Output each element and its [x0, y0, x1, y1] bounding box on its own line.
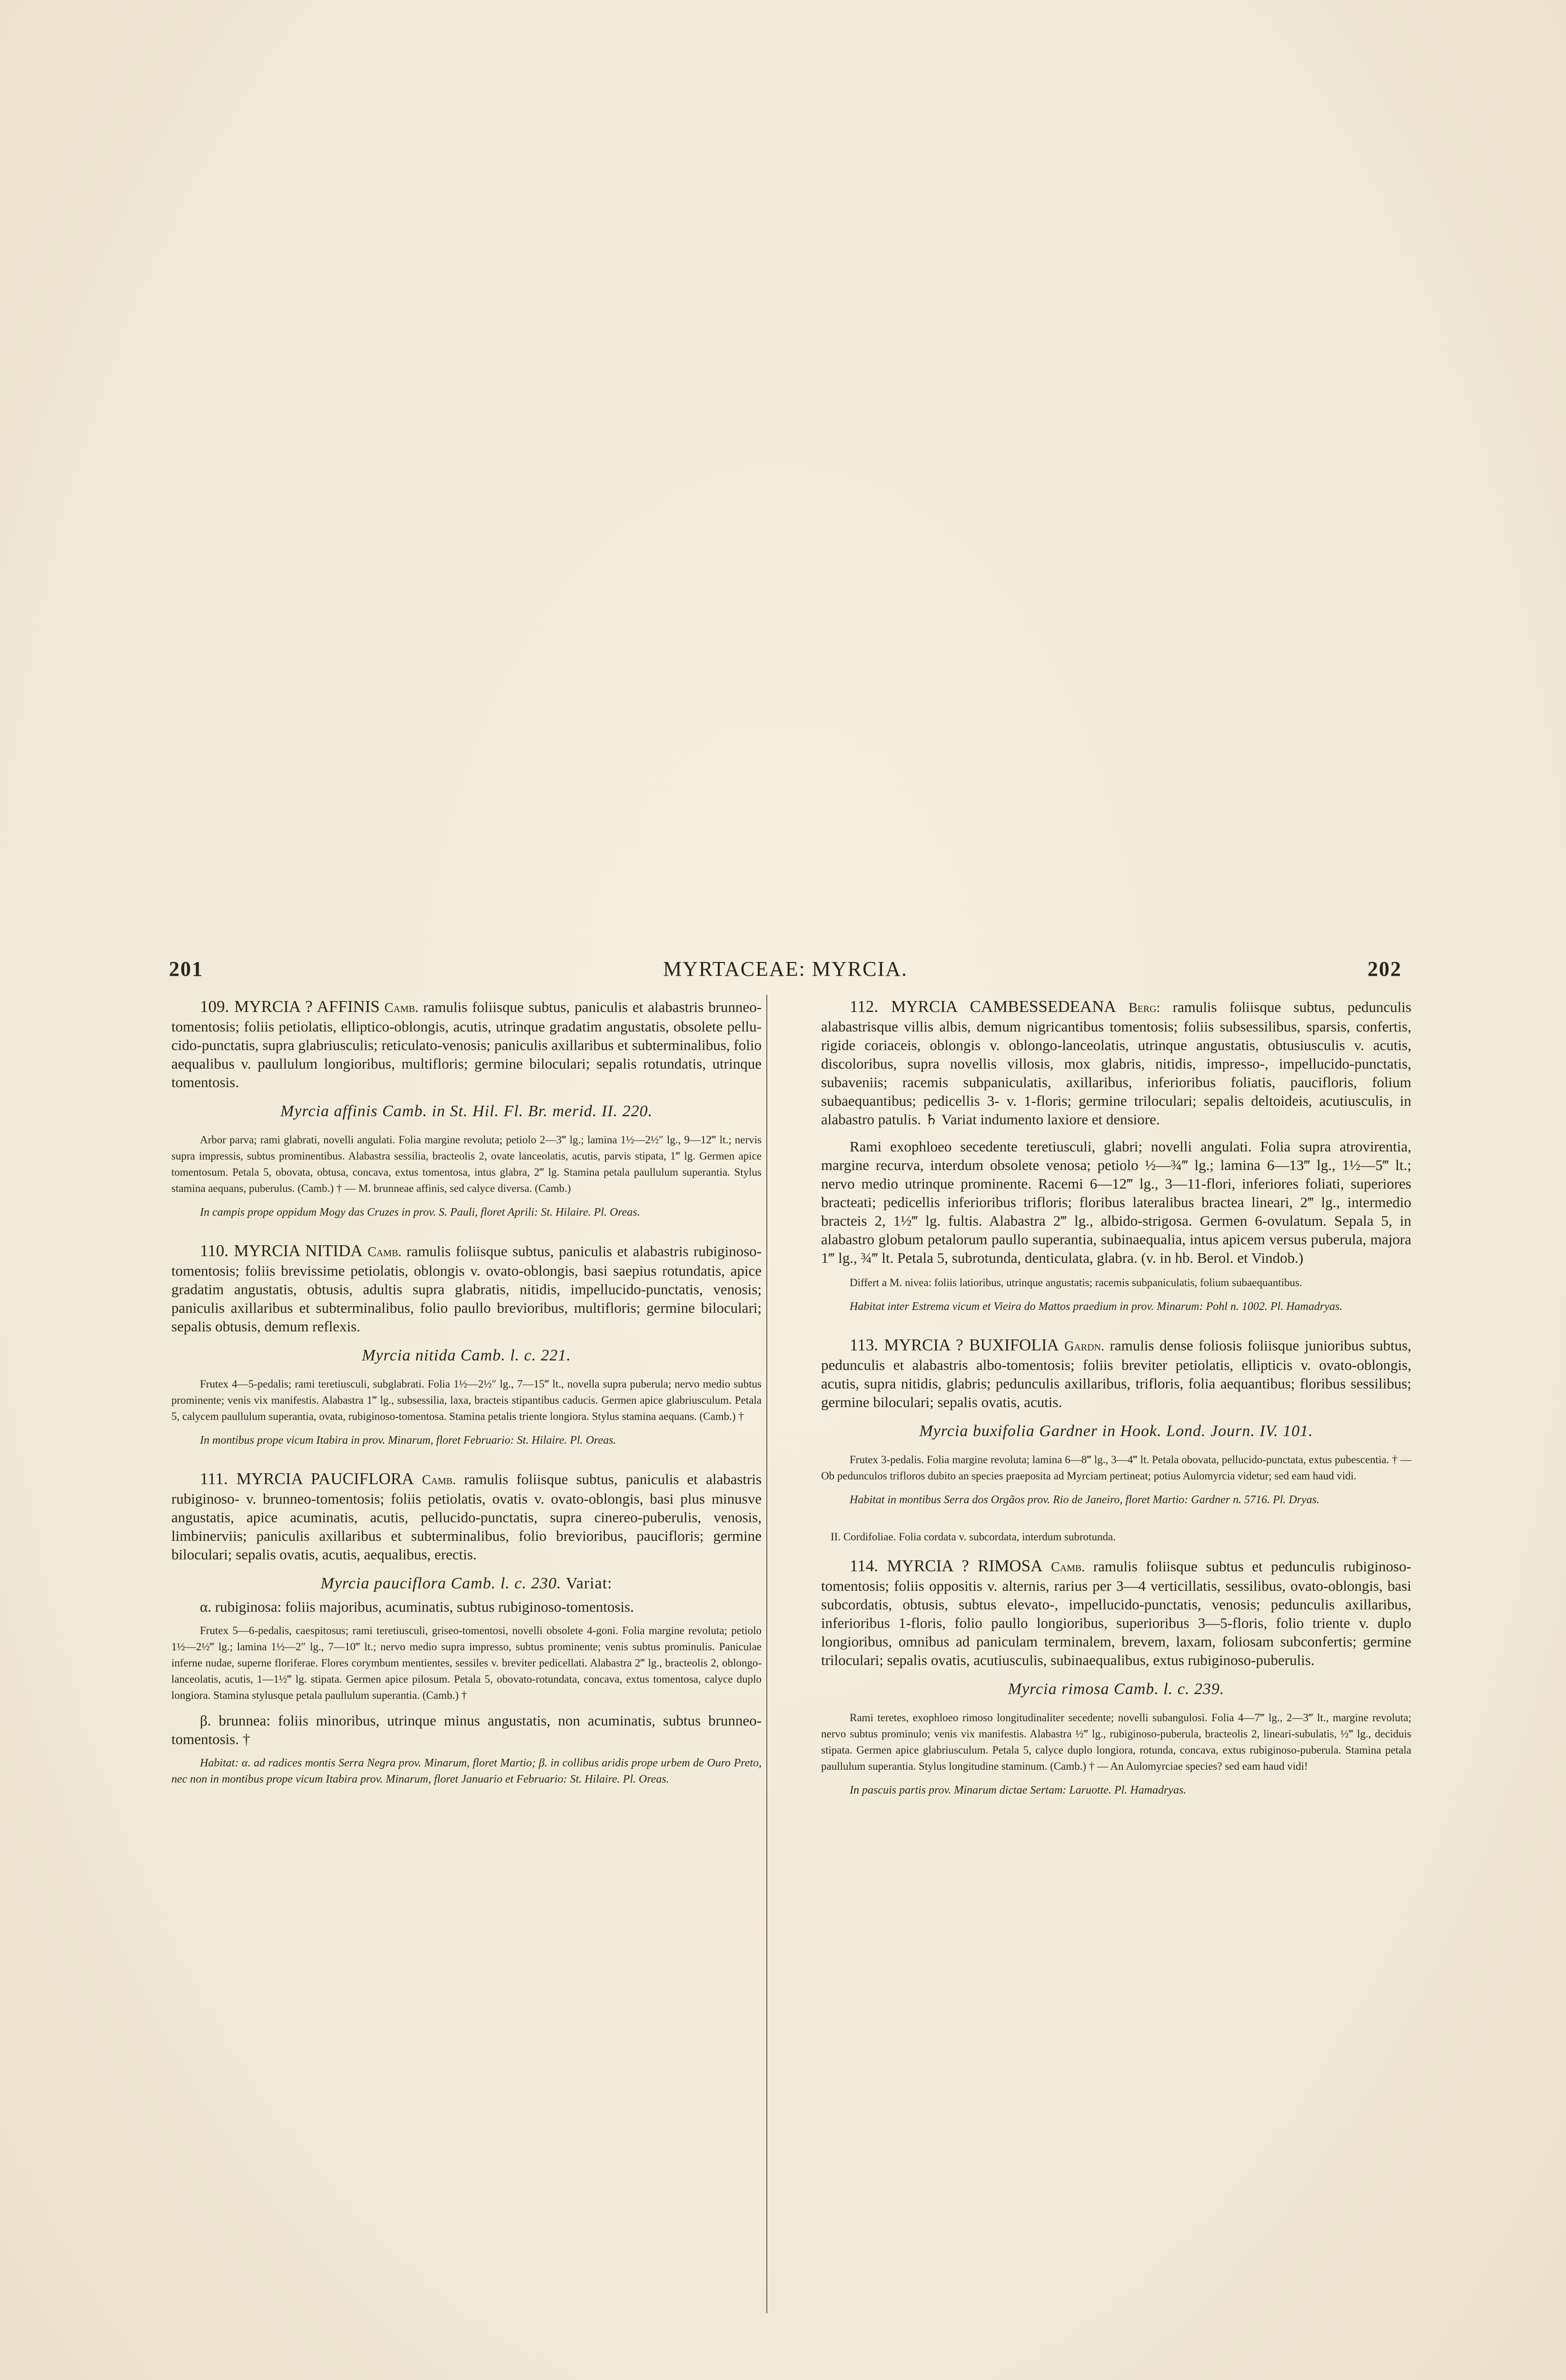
citation-text: Myrcia pauciflora Camb. l. c. 230.	[320, 1575, 562, 1592]
species-author: Camb.	[367, 1245, 402, 1259]
species-entry-112	[821, 997, 1411, 1315]
species-author: Camb.	[384, 1001, 419, 1015]
species-citation	[171, 1574, 762, 1593]
species-citation: Myrcia rimosa Camb. l. c. 239.	[1008, 1680, 1225, 1698]
species-heading: 110. MYRCIA NITIDA	[200, 1241, 363, 1260]
species-heading: 111. MYRCIA PAUCIFLORA	[200, 1469, 414, 1488]
species-details: Frutex 4—5-pedalis; rami teretiusculi, subglabrati. Folia 1½—2½″ lg., 7—15‴ lt., novella supra puberula; nervo medio subtus prominente; venis vix manifestis. Alabastra 1‴ lg., subsessilia, laxa, bracteis stipantibus caducis. Germen apice glabriusculum. Petala 5, calycem paullulum superantia, ovata, rubiginoso-tomentosa. Stamina petalis triente longiora. Stylus stamina aequans. (Camb.) †	[171, 1378, 762, 1422]
species-diagnosis: ramulis foliisque subtus, paniculis et alabastris brunneo-tomentosis; foliis petiolatis, elliptico-oblongis, acutis, utrinque gradatim angustatis, obsolete pellucido-punctatis, supra glabriusculis; reticulato-venosis; paniculis axillaribus et subterminalibus, folio aequalibus v. paullulum longioribus, multifloris; germine biloculari; sepalis rotundatis, utrinque tomentosis.	[171, 999, 762, 1091]
species-habitat: Habitat inter Estrema vicum et Vieira do Mattos praedium in prov. Minarum: Pohl n. 1002. Pl. Hamadryas.	[850, 1300, 1343, 1313]
page-number-left: 201	[169, 957, 203, 981]
species-note: Differt a M. nivea: foliis latioribus, utrinque angustatis; racemis subpaniculatis, folium subaequantibus.	[850, 1277, 1302, 1289]
species-description	[821, 997, 1411, 1129]
species-heading: 113. MYRCIA ? BUXIFOLIA	[850, 1336, 1059, 1354]
species-diagnosis: ramulis dense foliosis foliisque junioribus subtus, pedunculis et alabastris albo-tomentosis; foliis breviter petiolatis, ellipticis v. ovato-oblongis, acutis, supra nitidis, glabris; pedunculis axillaribus, trifloris, folia aequantibus; floribus sessilibus; germine biloculari; sepalis ovatis, acutis.	[821, 1337, 1412, 1410]
species-entry-111	[171, 1469, 762, 1787]
variety-alpha: α. rubiginosa: foliis majoribus, acuminatis, subtus rubiginoso-tomentosis.	[200, 1598, 634, 1615]
species-diagnosis: ramulis foliisque subtus, paniculis et alabastris rubiginoso-tomentosis; foliis brevissime petiolatis, oblongis v. ovato-oblongis, basi saepius rotundatis, apice gradatim angustatis, obtusis, adultis supra glabratis, nitidis, impellucido-punctatis, venosis; paniculis axillaribus et subterminalibus, folio paullo brevioribus, multifloris; germine biloculari; sepalis obtusis, demum reflexis.	[171, 1243, 762, 1335]
species-citation: Myrcia affinis Camb. in St. Hil. Fl. Br. merid. II. 220.	[280, 1102, 653, 1120]
species-details: Frutex 5—6-pedalis, caespitosus; rami teretiusculi, griseo-tomentosi, novelli obsolete 4-goni. Folia margine revoluta; petiolo 1½—2½‴ lg.; lamina 1½—2″ lg., 7—10‴ lt.; nervo medio supra impresso, subtus prominente; venis subtus prominulis. Paniculae inferne nudae, superne floriferae. Flores corymbum mentientes, sessiles v. breviter pedicellati. Alabastra 2‴ lg., bracteolis 2, oblongo-lanceolatis, acutis, 1—1½‴ lg. stipata. Germen apice pilosum. Petala 5, obovato-rotundata, concava, extus tomentosa, calyce duplo longiora. Stamina stylusque petala paullulum superantia. (Camb.) †	[171, 1625, 762, 1701]
column-divider	[766, 995, 767, 2313]
species-entry-109	[171, 997, 762, 1220]
species-author: Camb.	[1051, 1560, 1085, 1575]
species-description	[821, 1557, 1411, 1669]
species-description	[171, 997, 762, 1091]
variat-label: Variat:	[565, 1575, 613, 1592]
variety-beta: β. brunnea: foliis minoribus, utrinque minus angustatis, non acuminatis, subtus brunneo-tomentosis. †	[171, 1712, 762, 1747]
species-citation: Myrcia buxifolia Gardner in Hook. Lond. Journ. IV. 101.	[919, 1422, 1313, 1440]
species-citation: Myrcia nitida Camb. l. c. 221.	[362, 1347, 571, 1364]
species-habitat: In montibus prope vicum Itabira in prov. Minarum, floret Februario: St. Hilaire. Pl. Oreas.	[200, 1434, 616, 1447]
species-heading: 109. MYRCIA ? AFFINIS	[200, 997, 380, 1016]
species-diagnosis: ramulis foliisque subtus, pedunculis alabastrisque villis albis, demum nigricantibus tomentosis; foliis subsessilibus, sparsis, confertis, rigide coriaceis, oblongis v. oblongo-lanceolatis, utrinque angustatis, obtusiusculis v. acutis, discoloribus, supra novellis villosis, mox glabris, nitidis, impresso-, impellucido-punctatis, subaveniis; racemis subpaniculatis, axillaribus, inferioribus foliatis, paucifloris, folium subaequantibus; pedicellis 3- v. 1-floris; germine triloculari; sepalis deltoideis, acutiusculis, in alabastro patulis. ♄ Variat indumento laxiore et densiore.	[821, 999, 1412, 1128]
right-column	[821, 997, 1411, 1819]
species-description	[171, 1469, 762, 1564]
species-details: Arbor parva; rami glabrati, novelli angulati. Folia margine revoluta; petiolo 2—3‴ lg.; lamina 1½—2½″ lg., 9—12‴ lt.; nervis supra impressis, subtus prominentibus. Alabastra sessilia, bracteolis 2, ovate lanceolatis, acutis, parvis stipata, 1‴ lg. Germen apice tomentosum. Petala 5, obovata, obtusa, concava, extus tomentosa, intus glabra, 2‴ lg. Stamina petala paullulum superantia. Stylus stamina aequans, puberulus. (Camb.) † — M. brunneae affinis, sed calyce diversa. (Camb.)	[171, 1134, 762, 1194]
species-entry-110	[171, 1241, 762, 1448]
species-author: Camb.	[422, 1473, 456, 1488]
species-habitat: In campis prope oppidum Mogy das Cruzes in prov. S. Pauli, floret Aprili: St. Hilaire. Pl. Oreas.	[200, 1206, 640, 1219]
species-author: Berg:	[1128, 1001, 1160, 1015]
species-details: Frutex 3-pedalis. Folia margine revoluta; lamina 6—8‴ lg., 3—4‴ lt. Petala obovata, pellucido-punctata, extus pubescentia. † — Ob pedunculos trifloros dubito an species praeposita ad Myrciam pertineat; potius Aulomyrcia videtur; sed eam haud vidi.	[821, 1454, 1411, 1482]
species-details: Rami teretes, exophloeo rimoso longitudinaliter secedente; novelli subangulosi. Folia 4—7‴ lg., 2—3‴ lt., margine revoluta; nervo subtus prominulo; venis vix manifestis. Alabastra ½‴ lg., rubiginoso-puberula, bracteolis 2, lineari-subulatis, ½‴ lg., deciduis stipata. Germen apice glabriusculum. Petala 5, calyce duplo longiora, rotunda, concava, extus rubiginoso-puberula. Stamina petala paullulum superantia. Stylus longitudine staminum. (Camb.) † — An Aulomyrciae species? sed eam haud vidi!	[821, 1712, 1411, 1772]
running-title: MYRTACEAE: MYRCIA.	[663, 957, 908, 981]
species-habitat: Habitat: α. ad radices montis Serra Negra prov. Minarum, floret Martio; β. in collibus aridis prope urbem de Ouro Preto, nec non in montibus prope vicum Itabira prov. Minarum, floret Januario et Februario: St. Hilaire. Pl. Oreas.	[171, 1757, 762, 1785]
page-number-right: 202	[1368, 957, 1402, 981]
species-habitat: Habitat in montibus Serra dos Orgãos prov. Rio de Janeiro, floret Martio: Gardner n. 5716. Pl. Dryas.	[850, 1494, 1320, 1506]
species-diagnosis: ramulis foliisque subtus, paniculis et alabastris rubiginoso- v. brunneo-tomentosis; foliis petiolatis, ovatis v. ovato-oblongis, basi plus minusve angustatis, apice acuminatis, acutis, pellucido-punctatis, supra cinereo-puberulis, venosis, limbinerviis; paniculis axillaribus et subterminalibus, folio brevioribus, paucifloris; germine biloculari; sepalis ovatis, acutis, aequalibus, erectis.	[171, 1471, 762, 1563]
section-heading: II. Cordifoliae. Folia cordata v. subcordata, interdum subrotunda.	[831, 1531, 1116, 1543]
species-author: Gardn.	[1064, 1339, 1105, 1354]
species-heading: 112. MYRCIA CAMBESSEDEANA	[850, 997, 1116, 1016]
page-header	[169, 957, 1402, 985]
species-habitat: In pascuis partis prov. Minarum dictae Sertam: Laruotte. Pl. Hamadryas.	[850, 1784, 1187, 1796]
species-entry-113	[821, 1336, 1411, 1508]
species-description	[821, 1336, 1411, 1411]
species-diagnosis: ramulis foliisque subtus et pedunculis rubiginoso-tomentosis; foliis oppositis v. alternis, rarius per 3—4 verticillatis, sessilibus, ovato-oblongis, basi subcordatis, obtusis, subtus elevato-, impellucido-punctatis, venosis; pedunculis axillaribus, inferioribus 1-floris, folio paullo longioribus, superioribus 3—5-floris, folio triente v. duplo longioribus, omnibus ad paniculam terminalem, brevem, laxam, foliosam subconfertis; germine triloculari; sepalis ovatis, acutiusculis, subinaequalibus, extus rubiginoso-puberulis.	[821, 1558, 1412, 1668]
species-heading: 114. MYRCIA ? RIMOSA	[850, 1557, 1043, 1575]
species-entry-114	[821, 1557, 1411, 1798]
species-details: Rami exophloeo secedente teretiusculi, glabri; novelli angulati. Folia supra atrovirentia, margine recurva, interdum obsolete venosa; petiolo ½—¾‴ lg.; lamina 6—13‴ lg., 1½—5‴ lt.; nervo medio utrinque prominente. Racemi 6—12‴ lg., 3—11-flori, inferiores foliati, superiores bracteati; pedicellis inferioribus trifloris; floribus lateralibus bractea lineari, 2‴ lg., intermedio bracteis 2, 1½‴ lg. fultis. Alabastra 2‴ lg., albido-strigosa. Germen 6-ovulatum. Sepala 5, in alabastro globum petalorum paullo superantia, subinaequalia, intus apicem versus puberula, majora 1‴ lg., ¾‴ lt. Petala 5, subrotunda, denticulata, glabra. (v. in hb. Berol. et Vindob.)	[821, 1138, 1411, 1266]
left-column	[171, 997, 762, 1808]
spacer	[821, 1129, 1411, 1137]
species-description	[171, 1241, 762, 1336]
